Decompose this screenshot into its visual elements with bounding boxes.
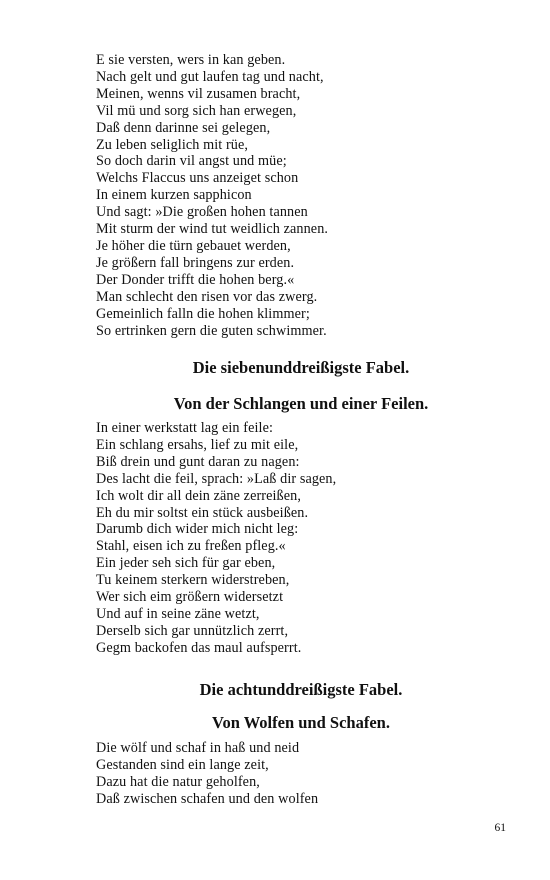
verse-line: Der Donder trifft die hohen berg.« [96, 271, 295, 288]
verse-line: Biß drein und gunt daran zu nagen: [96, 453, 300, 470]
verse-line: In einem kurzen sapphicon [96, 187, 252, 204]
verse-line: Gegm backofen das maul aufsperrt. [96, 639, 302, 656]
verse-line: Und auf in seine zäne wetzt, [96, 605, 260, 622]
verse-line: Wer sich eim größern widersetzt [96, 589, 284, 606]
fable-38-title: Von Wolfen und Schafen. [212, 713, 390, 732]
verse-line: Dazu hat die natur geholfen, [96, 773, 260, 790]
verse-line: So doch darin vil angst und müe; [96, 153, 287, 170]
verse-line: E sie versten, wers in kan geben. [96, 52, 286, 68]
verse-line: Stahl, eisen ich zu freßen pfleg.« [96, 538, 286, 555]
verse-line: Ein jeder seh sich für gar eben, [96, 555, 276, 572]
fable-37-title: Von der Schlangen und einer Feilen. [173, 394, 429, 413]
verse-line: Vil mü und sorg sich han erwegen, [96, 102, 297, 119]
verse-line: Gestanden sind ein lange zeit, [96, 756, 269, 773]
verse-block-fable-38 [96, 740, 318, 808]
verse-line: In einer werkstatt lag ein feile: [96, 420, 274, 436]
verse-block-previous-fable [96, 52, 328, 339]
verse-line: Derselb sich gar unnützlich zerrt, [96, 622, 289, 639]
verse-block-fable-37 [96, 420, 336, 657]
verse-line: Darumb dich wider mich nicht leg: [96, 521, 299, 538]
page-number: 61 [494, 822, 506, 834]
verse-line: Je höher die türn gebauet werden, [96, 237, 291, 254]
verse-line: Welchs Flaccus uns anzeiget schon [96, 170, 299, 187]
verse-line: Daß denn darinne sei gelegen, [96, 119, 271, 136]
fable-38-number-heading: Die achtunddreißigste Fabel. [199, 680, 403, 699]
verse-line: Je größern fall bringens zur erden. [96, 254, 295, 271]
verse-line: Man schlecht den risen vor das zwerg. [96, 288, 318, 305]
fable-37-number-heading: Die siebenunddreißigste Fabel. [192, 358, 410, 377]
verse-line: Tu keinem sterkern widerstreben, [96, 572, 290, 589]
verse-line: So ertrinken gern die guten schwimmer. [96, 322, 327, 339]
verse-line: Des lacht die feil, sprach: »Laß dir sagen, [96, 470, 337, 487]
verse-line: Mit sturm der wind tut weidlich zannen. [96, 221, 329, 238]
verse-line: Zu leben seliglich mit rüe, [96, 136, 249, 153]
verse-line: Eh du mir soltst ein stück ausbeißen. [96, 504, 309, 521]
verse-line: Nach gelt und gut laufen tag und nacht, [96, 68, 324, 85]
verse-line: Gemeinlich falln die hohen klimmer; [96, 305, 310, 322]
verse-line: Ich wolt dir all dein zäne zerreißen, [96, 487, 301, 504]
verse-line: Daß zwischen schafen und den wolfen [96, 790, 319, 807]
verse-line: Meinen, wenns vil zusamen bracht, [96, 85, 301, 102]
verse-line: Und sagt: »Die großen hohen tannen [96, 204, 308, 221]
verse-line: Ein schlang ersahs, lief zu mit eile, [96, 436, 299, 453]
verse-line: Die wölf und schaf in haß und neid [96, 740, 300, 756]
